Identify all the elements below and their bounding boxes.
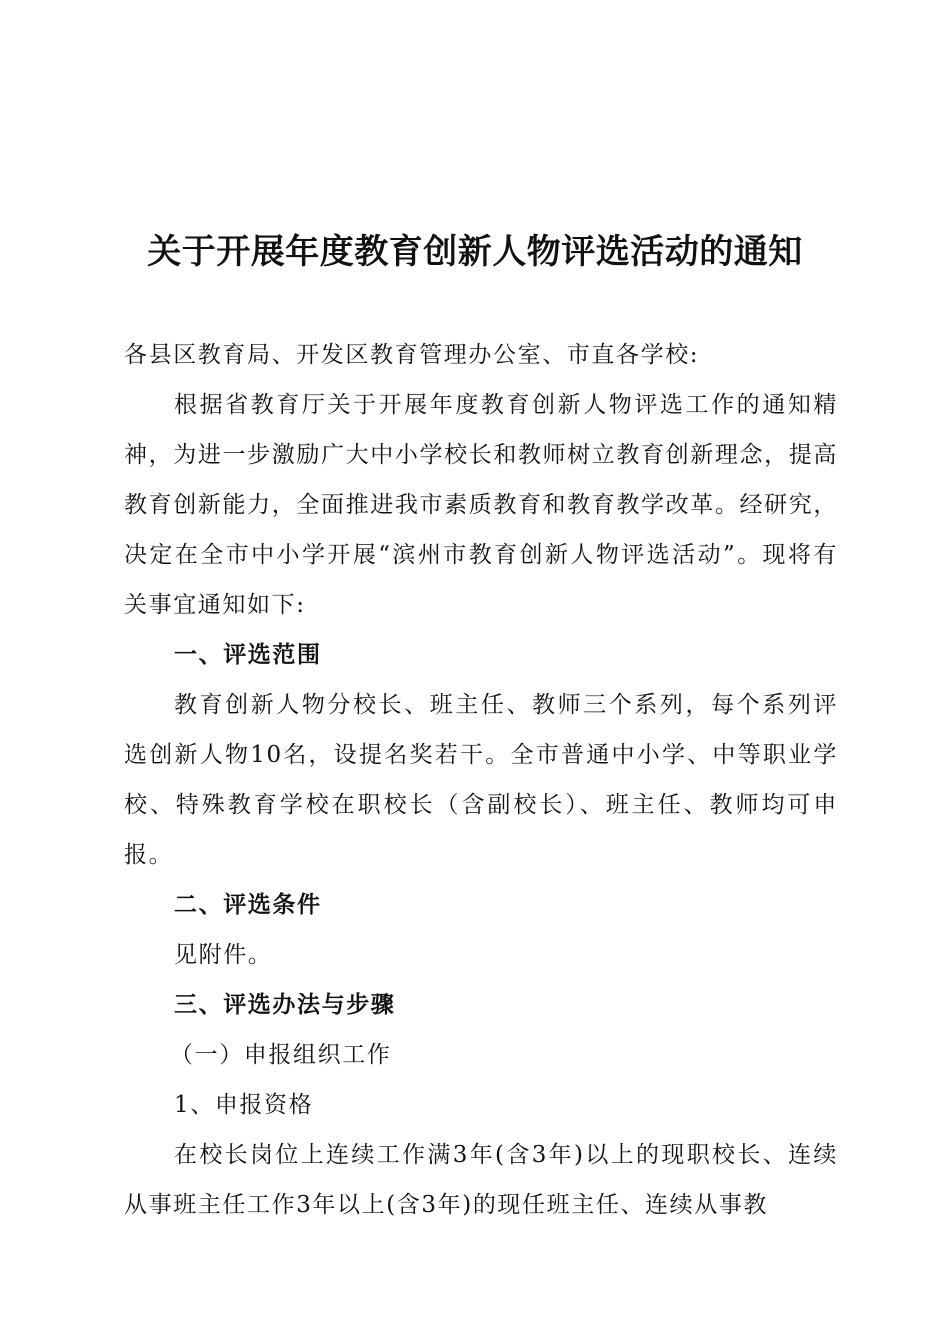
section-heading-scope: 一、评选范围	[174, 642, 322, 668]
salutation: 各县区教育局、开发区教育管理办公室、市直各学校:	[124, 342, 700, 368]
document-body	[124, 330, 838, 1230]
section-heading-methods: 三、评选办法与步骤	[174, 992, 396, 1018]
section-text-scope: 教育创新人物分校长、班主任、教师三个系列，每个系列评选创新人物10名，设提名奖若干。全市普通中小学、中等职业学校、特殊教育学校在职校长（含副校长）、班主任、教师均可申报。	[124, 692, 838, 868]
section-text-conditions: 见附件。	[174, 942, 273, 968]
section-heading-conditions: 二、评选条件	[174, 892, 322, 918]
item-qualification: 1、申报资格	[174, 1092, 314, 1118]
subheading-application: （一）申报组织工作	[170, 1042, 392, 1068]
intro-paragraph: 根据省教育厅关于开展年度教育创新人物评选工作的通知精神，为进一步激励广大中小学校长和教师树立教育创新理念，提高教育创新能力，全面推进我市素质教育和教育教学改革。经研究，决定在全市中小学开展“滨州市教育创新人物评选活动”。现将有关事宜通知如下:	[124, 392, 838, 618]
section-text-qualification: 在校长岗位上连续工作满3年(含3年)以上的现职校长、连续从事班主任工作3年以上(含3年)的现任班主任、连续从事教	[124, 1142, 838, 1218]
document-title: 关于开展年度教育创新人物评选活动的通知	[147, 232, 803, 272]
